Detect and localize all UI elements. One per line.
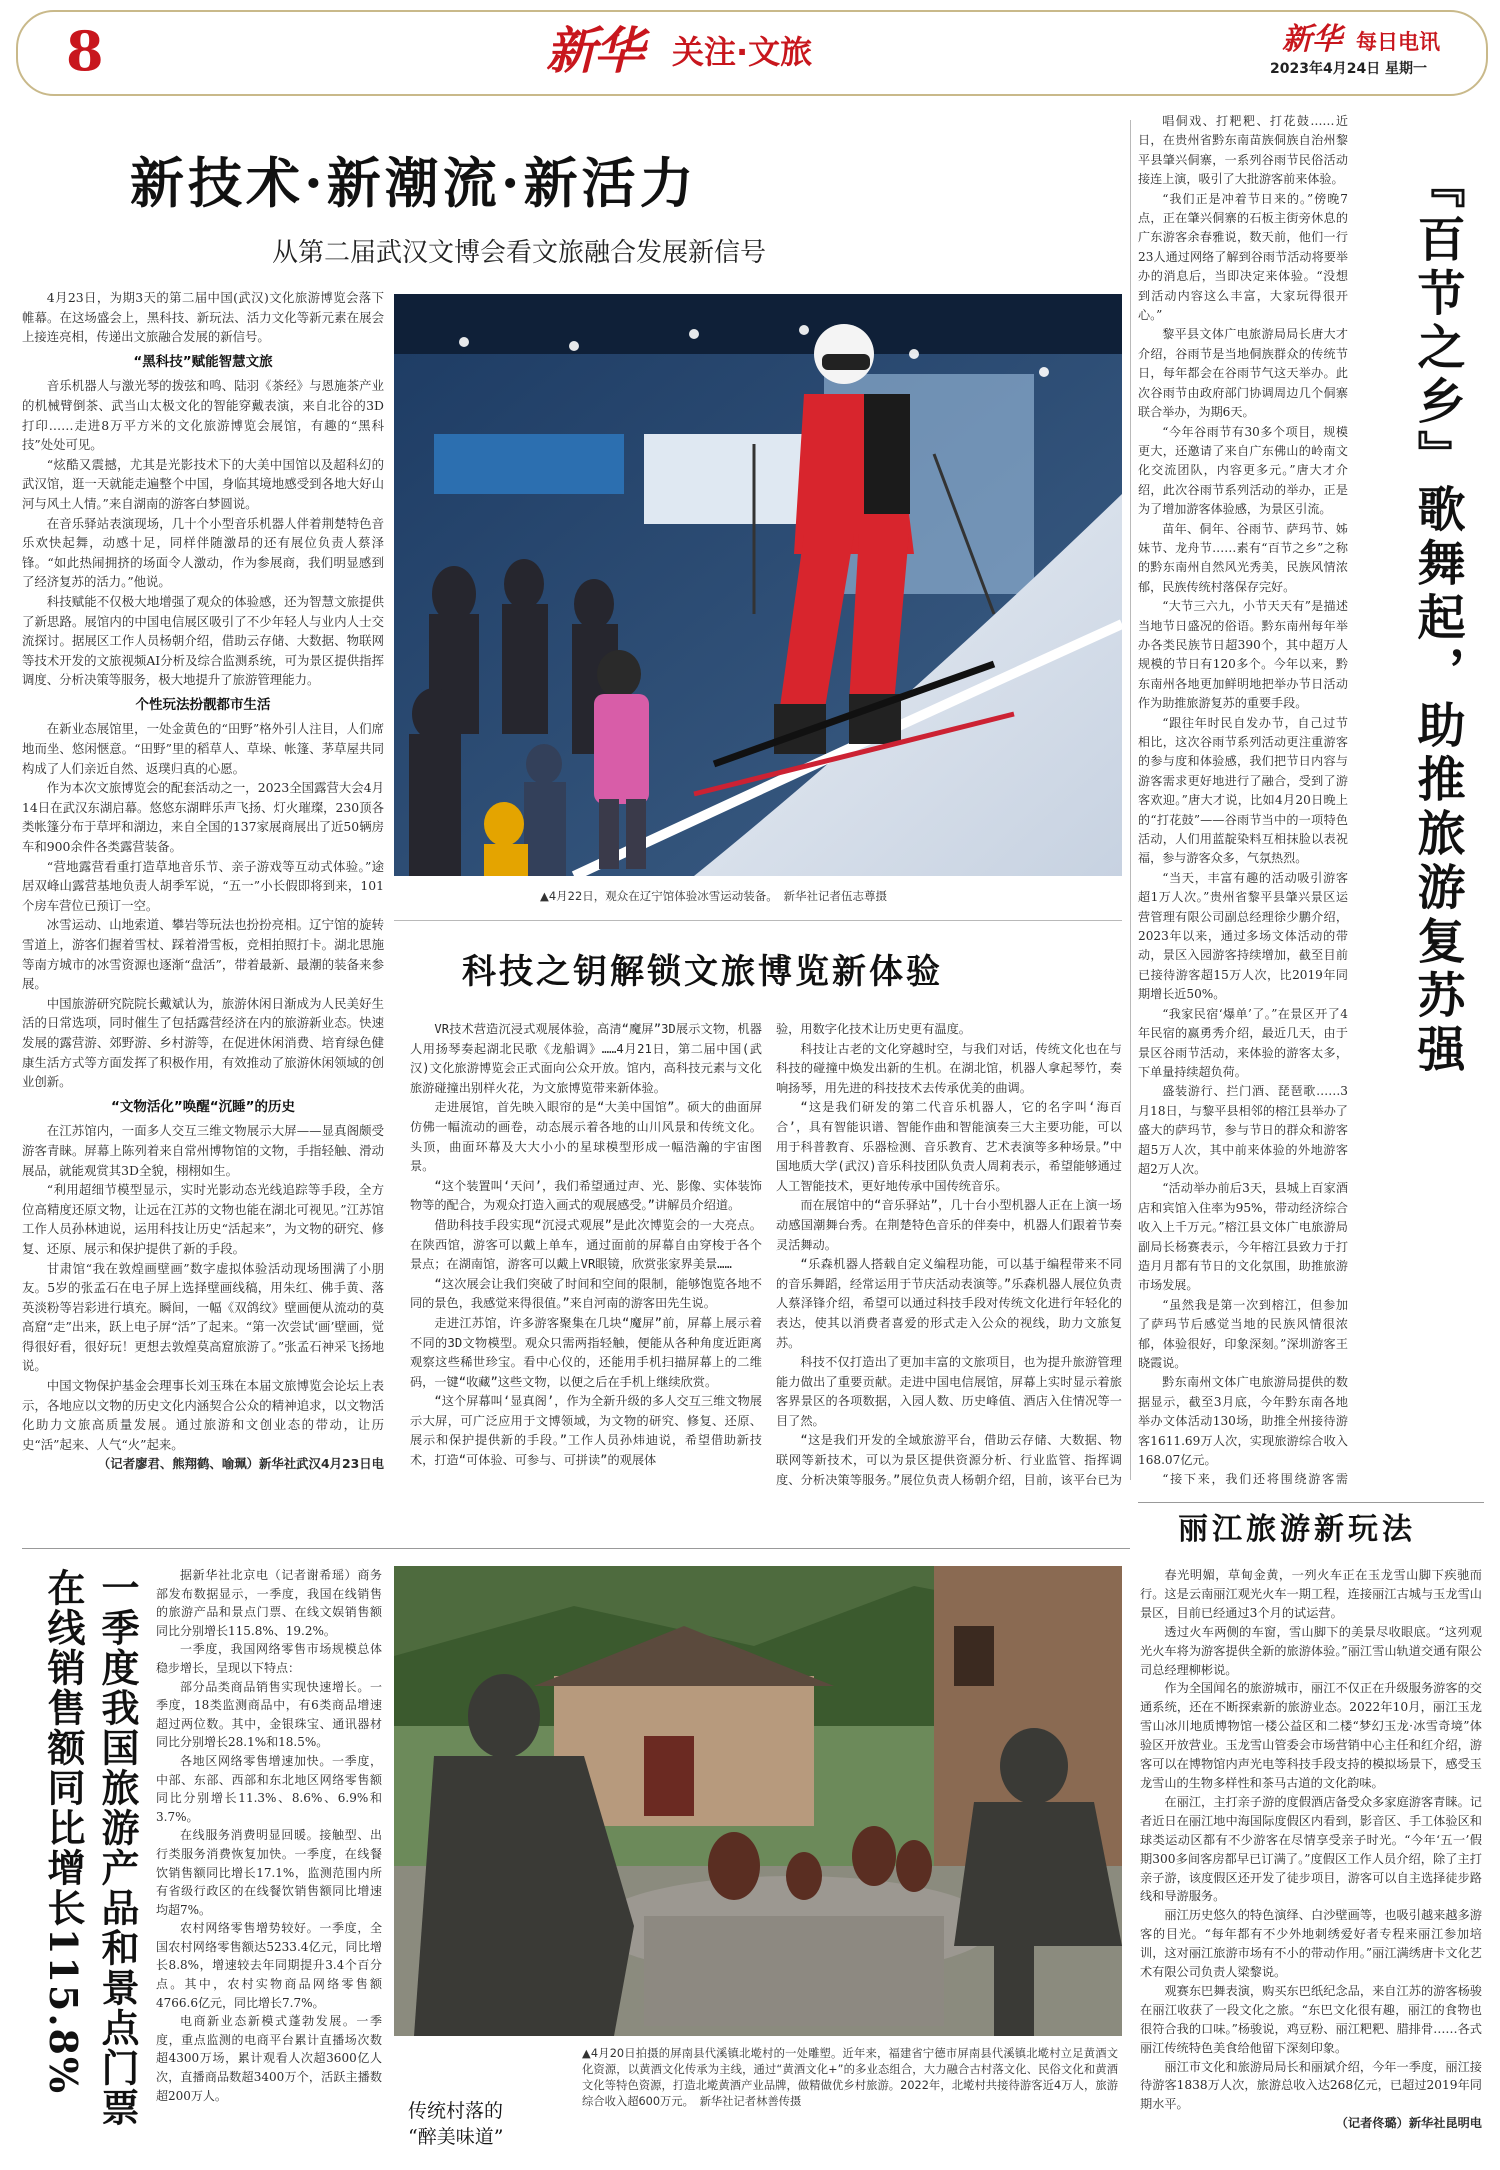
festival-paragraph: 黔东南州文体广电旅游局提供的数据显示，截至3月底，今年黔东南各地举办文体活动130场，助推全州接待游客1611.69万人次，实现旅游综合收入168.07亿元。 [1138,1375,1348,1468]
lead-paragraph: 中国文物保护基金会理事长刘玉珠在本届文旅博览会论坛上表示，各地应以文物的历史文化内涵契合公众的精神追求，以文物活化助力文旅高质量发展。通过旅游和文创业态的带动，让历史“活”起来、人气“火”起来。 [22,1378,384,1452]
lead-paragraph: 4月23日，为期3天的第二届中国(武汉)文化旅游博览会落下帷幕。在这场盛会上，黑科技、新玩法、活力文化等新元素在展会上接连亮相，传递出文旅融合发展的新信号。 [22,290,384,345]
lead-subhead: “文物活化”唤醒“沉睡”的历史 [111,1098,295,1115]
festival-paragraph: 盛装游行、拦门酒、琵琶歌……3月18日，与黎平县相邻的榕江县举办了盛大的萨玛节，参与节日的群众和游客超5万人次，其中前来体验的外地游客超2万人次。 [1138,1084,1348,1176]
lead-subhead: “黑科技”赋能智慧文旅 [133,353,273,370]
ski-exhibit-photo [394,294,1122,876]
festival-paragraph: “虽然我是第一次到榕江，但参加了萨玛节后感觉当地的民族风情很浓郁，体验很好，印象深刻。”深圳游客王晓霞说。 [1138,1297,1348,1370]
lead-paragraph: 在音乐驿站表演现场，几十个小型音乐机器人伴着荆楚特色音乐欢快起舞，动感十足，同样伴随激昂的还有展位负责人蔡泽锋。“如此热闹拥挤的场面令人激动，作为参展商，我们明显感到了经济复苏的活力。”他说。 [22,515,384,590]
lead-paragraph: 甘肃馆“我在敦煌画壁画”数字虚拟体验活动现场围满了小朋友。5岁的张孟石在电子屏上选择壁画线稿，用朱红、佛手黄、落英淡粉等岩彩进行填充。瞬间，一幅《双鸽纹》壁画便从流动的莫高窟“走”出来，跃上电子屏“活”了起来。“第一次尝试‘画’壁画，觉得很好看，很好玩！更想去敦煌莫高窟旅游了。”张孟石神采飞扬地说。 [22,1260,384,1374]
tech-paragraph: 科技让古老的文化穿越时空，与我们对话，传统文化也在与科技的碰撞中焕发出新的生机。在湖北馆，机器人拿起琴竹，奏响扬琴，用先进的科技技术去传承优美的曲调。 [776,1041,1122,1095]
online-paragraph: 据新华社北京电（记者谢希瑶）商务部发布数据显示，一季度，我国在线销售的旅游产品和景点门票、在线文娱销售额同比分别增长115.8%、19.2%。 [156,1568,382,1638]
tech-paragraph: 走进江苏馆，许多游客聚集在几块“魔屏”前，屏幕上展示着不同的3D文物模型。观众只需两指轻触，便能从各种角度近距离观察这些稀世珍宝。看中心仪的，还能用手机扫描屏幕上的二维码，一键“收藏”这些文物，以便之后在手机上继续欣赏。 [410,1315,762,1389]
tech-paragraph: “这是我们开发的全域旅游平台，借助云存储、大数据、物联网等新技术，可以为景区提供资源分析、行业监管、指挥调度、分析决策等服务。”展位负责人杨朝介绍，目前，该平台已为 [776,1433,1122,1487]
lead-paragraph: 冰雪运动、山地索道、攀岩等玩法也扮扮亮相。辽宁馆的旋转雪道上，游客们握着雪杖、踩着滑雪板，竞相拍照打卡。湖北思施等南方城市的冰雪资源也逐渐“盘活”，带着最新、最潮的装备来参展。 [22,917,384,992]
festival-paragraph: “今年谷雨节有30多个项目，规模更大，还邀请了来自广东佛山的岭南文化交流团队，内容更多元。”唐大才介绍，此次谷雨节系列活动的举办，正是为了增加游客体验感，为景区引流。 [1138,424,1348,517]
festival-paragraph: “大节三六九，小节天天有”是描述当地节日盛况的俗语。黔东南州每年举办各类民族节日超390个，其中超万人规模的节日有120多个。今年以来，黔东南州各地更加鲜明地把举办节日活动作为助推旅游复苏的重要手段。 [1138,599,1348,711]
festival-paragraph: “活动举办前后3天，县城上百家酒店和宾馆入住率为95%，带动经济综合收入上千万元。”榕江县文体广电旅游局副局长杨赛表示，今年榕江县致力于打造月月都有节日的文化氛围，助推旅游市场发展。 [1138,1181,1348,1293]
village-title-line2: “醉美味道” [408,2126,504,2148]
lijiang-paragraph: 透过火车两侧的车窗，雪山脚下的美景尽收眼底。“这列观光火车将为游客提供全新的旅游体验。”丽江雪山轨道交通有限公司总经理柳彬说。 [1140,1624,1482,1677]
online-paragraph: 电商新业态新模式蓬勃发展。一季度，重点监测的电商平台累计直播场次数超4300万场，累计观看人次超3600亿人次，直播商品数超3400万个，活跃主播数超200万人。 [156,2014,382,2103]
lead-paragraph: “炫酷又震撼，尤其是光影技术下的大美中国馆以及超科幻的武汉馆，逛一天就能走遍整个中国，身临其境地感受到各地大好山河与风土人情。”来自湖南的游客白梦圆说。 [22,456,384,511]
lead-subheadline: 从第二届武汉文博会看文旅融合发展新信号 [272,238,767,268]
lijiang-body [1140,1566,1482,2162]
festival-paragraph: “当天，丰富有趣的活动吸引游客超1万人次。”贵州省黎平县肇兴景区运营管理有限公司副总经理徐少鹏介绍，2023年以来，通过多场文体活动的带动，景区入园游客持续增加，截至目前已接待游客超15万人次，比2019年同期增长近50%。 [1138,870,1348,1002]
brand-logo: 新华 [1282,22,1342,57]
lead-paragraph: 在新业态展馆里，一处金黄色的“田野”格外引人注目，人们席地而坐、悠闲惬意。“田野”里的稻草人、草垛、帐篷、茅草屋共同构成了人们亲近自然、返璞归真的心愿。 [22,721,384,776]
lead-byline: （记者廖君、熊翔鹤、喻珮）新华社武汉4月23日电 [97,1456,384,1472]
festival-paragraph: “跟往年时民自发办节，自己过节相比，这次谷雨节系列活动更注重游客的参与度和体验感，我们把节日内容与游客需求更好地进行了融合，受到了游客欢迎。”唐大才说，比如4月20日晚上的“打花鼓”——谷雨节当中的一项特色活动，人们用蓝靛染料互相抹脸以表祝福，参与游客众多，气氛热烈。 [1138,715,1348,866]
lead-paragraph: 中国旅游研究院院长戴斌认为，旅游休闲日渐成为人民美好生活的日常选项，同时催生了包括露营经济在内的旅游新业态。快速发展的露营游、郊野游、乡村游等，在促进休闲消费、培育绿色健康生活方式等方面发挥了积极作用，有效推动了旅游休闲领域的创业创新。 [22,995,384,1090]
festival-body [1138,112,1348,1488]
lead-paragraph: “营地露营看重打造草地音乐节、亲子游戏等互动式体验。”途居双峰山露营基地负责人胡季军说，“五一”小长假即将到来，101个房车营位已预订一空。 [22,858,384,913]
page-number: 8 [66,19,104,83]
online-headline: 一季度我国旅游产品和景点门票在线销售额同比增长115.8% [41,1568,140,2128]
festival-paragraph: 苗年、侗年、谷雨节、萨玛节、姊妹节、龙舟节……素有“百节之乡”之称的黔东南州自然风光秀美，民族风情浓郁，民族传统村落保存完好。 [1138,521,1348,594]
brand-name: 每日电讯 [1356,30,1440,54]
lead-paragraph: 音乐机器人与激光琴的拨弦和鸣、陆羽《茶经》与恩施茶产业的机械臂倒茶、武当山太极文化的智能穿戴表演，来自北谷的3D打印……走进8万平方米的文化旅游博览会展馆，有趣的“黑科技”处处可见。 [22,378,384,453]
lijiang-paragraph: 丽江市文化和旅游局局长和丽斌介绍，今年一季度，丽江接待游客1838万人次，旅游总收入达268亿元，已超过2019年同期水平。 [1140,2059,1482,2112]
tech-paragraph: “这个装置叫‘天问’，我们希望通过声、光、影像、实体装饰物等的配合，为观众打造入画式的观展感受。”讲解员介绍道。 [410,1178,762,1213]
issue-date: 2023年4月24日 星期一 [1270,61,1428,77]
festival-headline: 『百节之乡』歌舞起，助推旅游复苏强 [1409,160,1465,1078]
tech-paragraph: “乐森机器人搭载自定义编程功能，可以基于编程带来不同的音乐舞蹈，经常运用于节庆活动表演等。”乐森机器人展位负责人蔡泽锋介绍，希望可以通过科技手段对传统文化进行年轻化的表达，使其以消费者喜爱的形式走入公众的视线，助力文旅复苏。 [776,1257,1122,1350]
online-paragraph: 部分品类商品销售实现快速增长。一季度，18类监测商品中，有6类商品增速超过两位数。其中，金银珠宝、通讯器材同比分别增长28.1%和18.5%。 [156,1679,382,1750]
festival-paragraph: 黎平县文体广电旅游局局长唐大才介绍，谷雨节是当地侗族群众的传统节日，每年都会在谷雨节气这天举办。此次谷雨节由政府部门协调周边几个侗寨联合举办，为期6天。 [1138,327,1348,420]
lijiang-paragraph: 观赛东巴舞表演，购买东巴纸纪念品，来自江苏的游客杨骏在丽江收获了一段文化之旅。“东巴文化很有趣，丽江的食物也很符合我的口味。”杨骏说，鸡豆粉、丽江粑粑、腊排骨……各式丽江传统特色美食给他留下深刻印象。 [1140,1983,1482,2055]
festival-paragraph: “我们正是冲着节日来的。”傍晚7点，正在肇兴侗寨的石板主街旁休息的广东游客余春雅说，数天前，他们一行23人通过网络了解到谷雨节活动将要举办的消息后，当即决定来体验。“没想到活动内容这么丰富，大家玩得很开心。” [1138,191,1348,323]
section-title: 关注·文旅 [672,33,813,71]
lijiang-headline: 丽江旅游新玩法 [1178,1512,1416,1547]
festival-paragraph: 唱侗戏、打粑粑、打花鼓……近日，在贵州省黔东南苗族侗族自治州黎平县肇兴侗寨，一系列谷雨节民俗活动接连上演，吸引了大批游客前来体验。 [1138,114,1348,187]
lijiang-paragraph: 作为全国闻名的旅游城市，丽江不仅正在升级服务游客的交通系统，还在不断探索新的旅游业态。2022年10月，丽江玉龙雪山冰川地质博物馆一楼公益区和二楼“梦幻玉龙·冰雪奇境”体验区开放营业。玉龙雪山管委会市场营销中心主任和红介绍，游客可以在博物馆内声光电等科技手段支持的模拟场景下，感受玉龙雪山的生物多样性和茶马古道的文化韵味。 [1140,1681,1482,1790]
lijiang-paragraph: 在丽江，主打亲子游的度假酒店备受众多家庭游客青睐。记者近日在丽江地中海国际度假区内看到，影音区、手工体验区和球类运动区都有不少游客在尽情享受亲子时光。“今年‘五一’假期300多间客房都早已订满了。”度假区工作人员介绍，除了主打亲子游，该度假区还开发了徒步项目，游客可以自主选择徒步路线和导游服务。 [1140,1794,1482,1904]
festival-paragraph: “我家民宿‘爆单’了。”在景区开了4年民宿的嬴勇秀介绍，最近几天，由于景区谷雨节活动，来体验的游客太多，下单量持续超负荷。 [1138,1006,1348,1079]
festival-paragraph: “接下来，我们还将围绕游客需 [1162,1472,1348,1487]
tech-paragraph: 科技不仅打造出了更加丰富的文旅项目，也为提升旅游管理能力做出了重要贡献。走进中国电信展馆，屏幕上实时显示着旅客界景区的各项数据，入园人数、历史峰值、酒店入住情况等一目了然。 [776,1355,1122,1428]
online-paragraph: 各地区网络零售增速加快。一季度，中部、东部、西部和东北地区网络零售额同比分别增长11.3%、8.6%、6.9%和3.7%。 [156,1753,382,1824]
tech-headline: 科技之钥解锁文旅博览新体验 [462,952,943,992]
lead-paragraph: 科技赋能不仅极大地增强了观众的体验感，还为智慧文旅提供了新思路。展馆内的中国电信展区吸引了不少年轻人与业内人士交流探讨。据展区工作人员杨朝介绍，借助云存储、大数据、物联网等技术开发的文旅视频AI分析及综合监测系统，可为景区提供指挥调度、分析决策等服务，极大地提升了旅游管理能力。 [22,593,384,688]
lead-body [22,288,384,1528]
lijiang-byline: （记者佟璐）新华社昆明电 [1335,2116,1482,2131]
online-paragraph: 农村网络零售增势较好。一季度，全国农村网络零售额达5233.4亿元，同比增长8.8%，增速较去年同期提升3.4个百分点。其中，农村实物商品网络零售额4766.6亿元，同比增长7.7%。 [156,1921,382,2010]
lead-paragraph: 作为本次文旅博览会的配套活动之一，2023全国露营大会4月14日在武汉东湖启幕。悠悠东湖畔乐声飞扬、灯火璀璨，230顶各类帐篷分布于草坪和湖边，来自全国的137家展商展出了近50辆房车和900余件各类露营装备。 [22,780,384,855]
village-photo-caption: ▲4月20日拍摄的屏南县代溪镇北墘村的一处雕塑。近年来，福建省宁德市屏南县代溪镇北墘村立足黄酒文化资源，以黄酒文化传承为主线，通过“黄酒文化+”的多业态组合，大力融合古村落文化、民俗文化和黄酒文化等特色资源，打造北墘黄酒产业品牌，做精做优乡村旅游。2022年，北墘村共接待游客近4万人，旅游综合收入超600万元。 新华社记者林善传摄 [582,2047,1118,2108]
ski-photo-caption: ▲4月22日，观众在辽宁馆体验冰雪运动装备。 新华社记者伍志尊摄 [540,889,888,903]
tech-paragraph: “这是我们研发的第二代音乐机器人，它的名字叫‘海百合’，具有智能识谱、智能作曲和智能演奏三大主要功能，可以用于科普教育、乐器检测、音乐教育、艺术表演等多种场景。”中国地质大学(武汉)音乐科技团队负责人周莉表示，希望能够通过人工智能技术，更好地传承中国传统音乐。 [776,1100,1122,1193]
tech-paragraph: VR技术营造沉浸式观展体验，高清“魔屏”3D展示文物，机器人用扬琴奏起湖北民歌《龙船调》……4月21日，第二届中国(武汉)文化旅游博览会正式面向公众开放。馆内，高科技元素与文化旅游碰撞出别样火花，为文旅博览带来新体验。 [410,1022,762,1095]
lead-paragraph: “利用超细节模型显示，实时光影动态光线追踪等手段，全方位高精度还原文物，让远在江苏的文物也能在湖北可视见。”江苏馆工作人员孙林迪说，运用科技让历史“活起来”，为文物的研究、修复、还原、展示和保护提供了新的手段。 [22,1182,384,1256]
online-body [156,1566,382,2158]
tech-paragraph: “这次展会让我们突破了时间和空间的限制，能够饱览各地不同的景色，我感觉来得很值。”来自河南的游客田先生说。 [410,1276,762,1311]
village-title-line1: 传统村落的 [408,2100,504,2122]
tech-paragraph: 而在展馆中的“音乐驿站”，几十台小型机器人正在上演一场动感国潮舞台秀。在荆楚特色音乐的伴奏中，机器人们跟着节奏灵活舞动。 [776,1198,1122,1252]
village-sculpture-photo [394,1566,1122,2036]
tech-paragraph: “这个屏幕叫‘显真阁’，作为全新升级的多人交互三维文物展示大屏，可广泛应用于文博领域，为文物的研究、修复、还原、展示和保护提供新的手段。”工作人员孙炜迪说，希望借助新技术，打造“可体验、可参与、可拼读”的观展体 [410,1394,762,1468]
lead-subhead: 个性玩法扮靓都市生活 [135,696,271,713]
tech-paragraph: 借助科技手段实现“沉浸式观展”是此次博览会的一大亮点。在陕西馆，游客可以戴上单车，通过面前的屏幕自由穿梭于各个景点；在湖南馆，游客可以戴上VR眼镜，欣赏张家界美景…… [410,1217,762,1272]
tech-paragraph: 走进展馆，首先映入眼帘的是“大美中国馆”。硕大的曲面屏仿佛一幅流动的画卷，动态展示着各地的山川风景和传统文化。头顶，曲面环幕及大大小小的星球模型形成一幅浩瀚的宇宙图景。 [410,1100,762,1174]
tech-paragraph: 验，用数字化技术让历史更有温度。 [776,1022,971,1036]
online-paragraph: 一季度，我国网络零售市场规模总体稳步增长，呈现以下特点： [156,1642,382,1675]
paper-logo: 新华 [546,21,642,80]
lead-headline: 新技术·新潮流·新活力 [130,151,698,215]
tech-body-right [776,1020,1122,1490]
online-paragraph: 在线服务消费明显回暖。接触型、出行类服务消费恢复加快。一季度，在线餐饮销售额同比增长17.1%，监测范围内所有省级行政区的在线餐饮销售额同比增速均超7%。 [156,1828,382,1917]
lijiang-paragraph: 丽江历史悠久的特色演绎、白沙壁画等，也吸引越来越多游客的目光。“每年都有不少外地刺绣爱好者专程来丽江参加培训，这对丽江旅游市场有不小的带动作用。”丽江满绣唐卡文化艺术有限公司负责人梁黎说。 [1140,1908,1482,1980]
lead-paragraph: 在江苏馆内，一面多人交互三维文物展示大屏——显真阁颇受游客青睐。屏幕上陈列着来自常州博物馆的文物，手指轻触、滑动展品，就能观赏其3D全貌，栩栩如生。 [22,1123,384,1178]
village-title [408,2098,548,2150]
lijiang-paragraph: 春光明媚，草甸金黄，一列火车正在玉龙雪山脚下疾驰而行。这是云南丽江观光火车一期工程，连接丽江古城与玉龙雪山景区，目前已经通过3个月的试运营。 [1140,1568,1482,1620]
tech-body-left [410,1020,762,1490]
